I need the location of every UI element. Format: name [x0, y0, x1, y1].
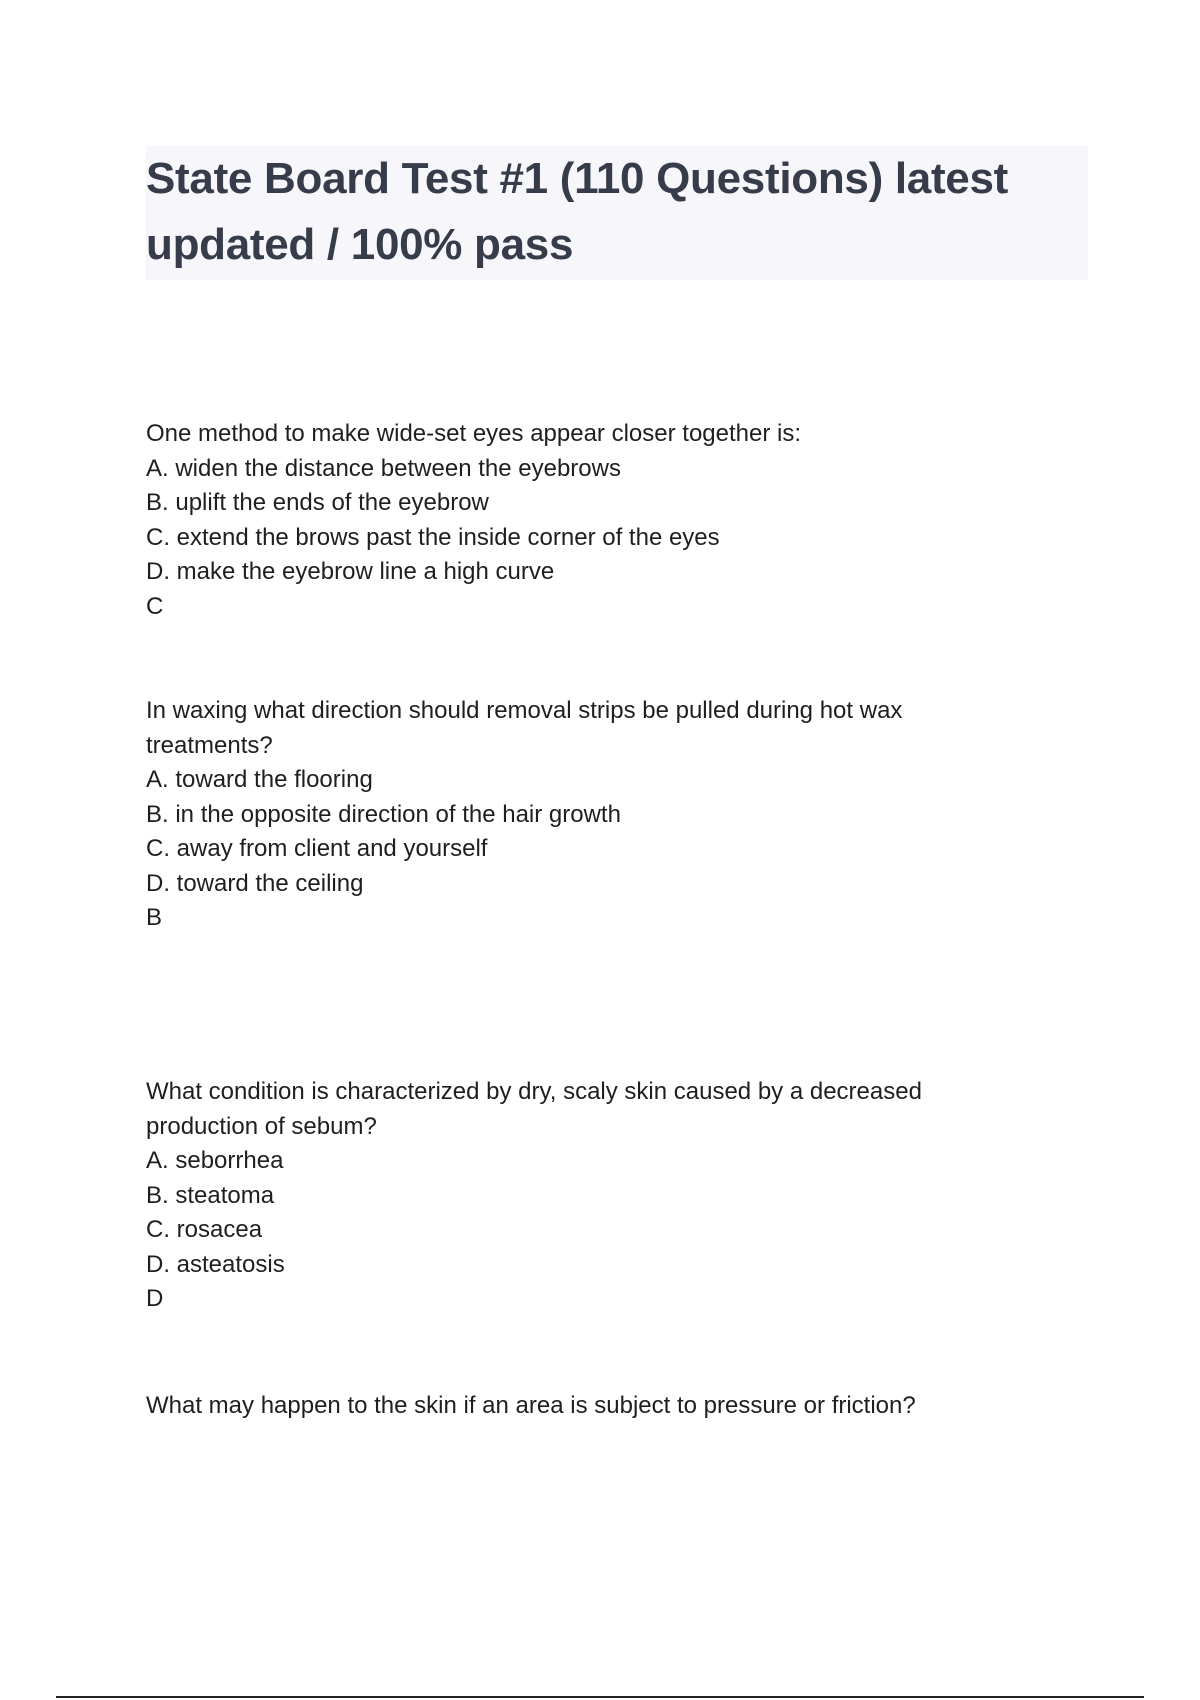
answer-key: D	[146, 1285, 164, 1312]
option-d: D. make the eyebrow line a high curve	[146, 558, 555, 585]
document-title: State Board Test #1 (110 Questions) latest updated / 100% pass	[146, 154, 1008, 269]
option-b: B. in the opposite direction of the hair growth	[146, 800, 621, 828]
option-a: A. seborrhea	[146, 1147, 284, 1174]
option-c: C. rosacea	[146, 1216, 263, 1243]
option-b: B. steatoma	[146, 1181, 275, 1209]
option-d: D. asteatosis	[146, 1250, 285, 1278]
question-3	[146, 1075, 1046, 1317]
option-a: A. toward the flooring	[146, 766, 373, 793]
answer-key: C	[146, 592, 164, 620]
question-stem: In waxing what direction should removal strips be pulled during hot wax treatments?	[146, 697, 903, 759]
question-1	[146, 417, 1046, 624]
question-2	[146, 694, 1046, 936]
option-d: D. toward the ceiling	[146, 869, 364, 897]
page-bottom-rule	[56, 1696, 1144, 1698]
answer-key: B	[146, 904, 163, 931]
question-4	[146, 1389, 1046, 1424]
option-c: C. away from client and yourself	[146, 835, 488, 862]
title-banner	[146, 146, 1088, 280]
option-c: C. extend the brows past the inside corner of the eyes	[146, 523, 720, 551]
option-a: A. widen the distance between the eyebrows	[146, 454, 621, 482]
question-stem: What condition is characterized by dry, scaly skin caused by a decreased production of sebum?	[146, 1078, 922, 1140]
question-stem: What may happen to the skin if an area is subject to pressure or friction?	[146, 1392, 916, 1419]
option-b: B. uplift the ends of the eyebrow	[146, 489, 489, 516]
question-stem: One method to make wide-set eyes appear closer together is:	[146, 420, 802, 447]
